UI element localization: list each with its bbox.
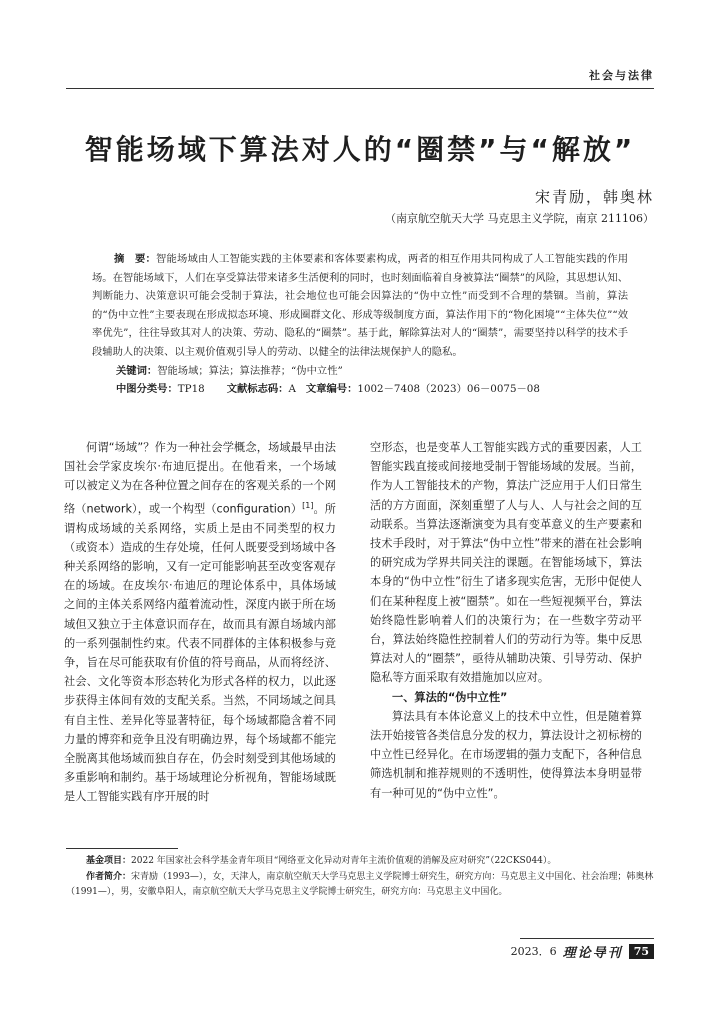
abstract <box>92 250 628 361</box>
abstract-label: 摘 要： <box>114 253 156 265</box>
keywords <box>116 362 343 377</box>
classification-line <box>116 380 540 395</box>
body-left-column <box>64 438 336 807</box>
class-value: TP18 <box>177 383 205 395</box>
journal-name: 理论导刊 <box>562 945 623 961</box>
author-note-label: 作者简介： <box>86 871 132 882</box>
section-label: 社会与法律 <box>589 69 654 82</box>
body-paragraph: 空形态，也是变革人工智能实践方式的重要因素，人工智能实践直接或间接地受制于智能场域的发展。当前，作为人工智能技术的产物，算法广泛应用于人们日常生活的方方面面，深刻重塑了人与人、人与社会之间的互动联系。当算法逐渐演变为具有变革意义的生产要素和技术手段时，对于算法“伪中立性”带来的潜在社会影响的研究成为学界共同关注的课题。在智能场域下，算法本身的“伪中立性”衍生了诸多现实危害，无形中促使人们在某种程度上被“圈禁”。如在一些短视频平台，算法始终隐性影响着人们的决策行为；在一些数字劳动平台，算法始终隐性控制着人们的劳动行为等。集中反思算法对人的“圈禁”，亟待从辅助决策、引导劳动、保护隐私等方面采取有效措施加以应对。 <box>370 441 642 685</box>
body-paragraph: 算法具有本体论意义上的技术中立性，但是随着算法开始接管各类信息分发的权力，算法设计之初标榜的中立性已经异化。在市场逻辑的强力支配下，各种信息筛选机制和推荐规则的不透明性，使得算法本身明显带有一种可见的“伪中立性”。 <box>370 709 642 800</box>
affiliation: （南京航空航天大学 马克思主义学院，南京 211106） <box>385 212 654 225</box>
fund-label: 基金项目： <box>86 856 132 866</box>
doc-label: 文献标志码： <box>226 383 289 395</box>
article-id-label: 文章编号： <box>305 383 358 395</box>
article-title: 智能场域下算法对人的“圈禁”与“解放” <box>84 133 636 166</box>
citation-ref: [1] <box>302 500 314 510</box>
abstract-text: 智能场域由人工智能实践的主体要素和客体要素构成，两者的相互作用共同构成了人工智能实践的作用场。在智能场域下，人们在享受算法带来诸多生活便利的同时，也时刻面临着自身被算法“圈禁”的风险，其思想认知、判断能力、决策意识可能会受制于算法，社会地位也可能会因算法的“伪中立性”而受到不合理的禁锢。当前，算法的“伪中立性”主要表现在形成拟态环境、形成圈群文化、形成等级制度方面，算法作用下的“物化困境”“主体失位”“效率优先”，往往导致其对人的决策、劳动、隐私的“圈禁”。基于此，解除算法对人的“圈禁”，需要坚持以科学的技术手段辅助人的决策、以主观价值观引导人的劳动、以健全的法律法规保护人的隐私。 <box>92 253 629 358</box>
author-note: 作者简介：宋青励（1993—），女，天津人，南京航空航天大学马克思主义学院博士研究生，研究方向：马克思主义中国化、社会治理；韩奥林（1991—），男，安徽阜阳人，南京航空航天大学马克思主义学院博士研究生，研究方向：马克思主义中国化。 <box>66 871 654 897</box>
keywords-label: 关键词： <box>116 365 158 377</box>
footnote-rule <box>66 848 178 849</box>
footnotes <box>66 854 654 901</box>
keywords-text: 智能场域；算法；算法推荐；“伪中立性” <box>157 365 343 377</box>
header-rule <box>66 88 654 89</box>
footer-rule <box>520 938 654 939</box>
section-heading: 一、算法的“伪中立性” <box>392 690 508 704</box>
article-id-value: 1002－7408（2023）06－0075－08 <box>357 383 540 395</box>
fund-note: 基金项目：2022 年国家社会科学基金青年项目“网络亚文化异动对青年主流价值观的消解及应对研究”（22CKS044）。 <box>86 856 557 866</box>
body-paragraph: 何谓“场域”？作为一种社会学概念，场域最早由法国社会学家皮埃尔·布迪厄提出。在他看来，一个场域可以被定义为在各种位置之间存在的客观关系的一个网络（network），或一个构型（configuration）[1]。所谓构成场域的关系网络，实质上是由不同类型的权力（或资本）造成的生存处境，任何人既要受到场域中各种关系网络的影响，又有一定可能影响甚至改变客观存在的场域。在皮埃尔·布迪厄的理论体系中，具体场域之间的主体关系网络内蕴着流动性，深度内嵌于所在场域但又独立于主体意识而存在，故而具有源自场域内部的一系列强制性约束。代表不同群体的主体积极参与竞争，旨在尽可能获取有价值的符号商品，从而将经济、社会、文化等资本形态转化为形式各样的权力，以此逐步获得主体间有效的支配关系。当然，不同场域之间具有自主性、差异化等显著特征，每个场域都隐含着不同力量的博弈和竞争且没有明确边界，每个场域都不能完全脱离其他场域而独自存在，仍会时刻受到其他场域的多重影响和制约。基于场域理论分析视角，智能场域既是人工智能实践有序开展的时 <box>64 441 336 804</box>
authors: 宋青励，韩奥林 <box>534 188 654 206</box>
page-number: 75 <box>629 944 654 959</box>
page-footer <box>511 942 654 960</box>
issue-date: 2023．6 <box>510 945 557 958</box>
class-label: 中图分类号： <box>116 383 178 395</box>
doc-value: A <box>288 383 296 395</box>
body-right-column <box>370 438 642 803</box>
